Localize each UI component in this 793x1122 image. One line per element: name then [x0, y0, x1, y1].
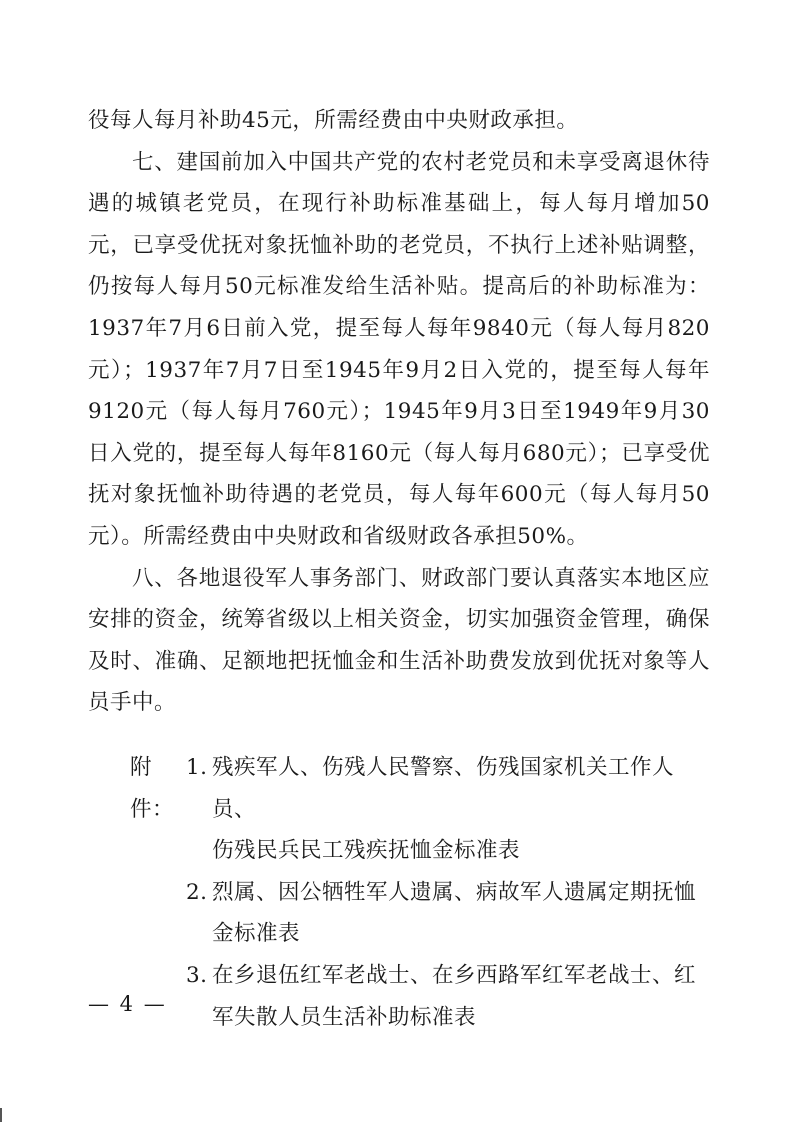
attachment-title: 军失散人员生活补助标准表 [212, 1004, 477, 1030]
attachment-title: 伤残民兵民工残疾抚恤金标准表 [212, 838, 521, 864]
attachment-item-continuation [130, 997, 710, 1039]
attachment-number: 1. [186, 755, 208, 780]
attachment-item [130, 955, 710, 997]
attachment-number: 2. [186, 879, 208, 905]
attachment-item [130, 747, 710, 830]
attachment-item-continuation [130, 830, 710, 872]
body-text [88, 100, 710, 724]
attachment-title: 残疾军人、伤残人民警察、伤残国家机关工作人员、 [212, 755, 675, 822]
page-number: — 4 — [88, 992, 167, 1016]
paragraph-continuation: 役每人每月补助45元，所需经费由中央财政承担。 [88, 108, 579, 133]
attachment-item-continuation [130, 913, 710, 955]
attachment-number: 3. [186, 962, 208, 988]
attachment-title: 在乡退伍红军老战士、在乡西路军红军老战士、红 [212, 962, 697, 988]
attachments-label: 附件： [130, 755, 175, 822]
paragraph-eight: 八、各地退役军人事务部门、财政部门要认真落实本地区应安排的资金，统筹省级以上相关资金，切实加强资金管理，确保及时、准确、足额地把抚恤金和生活补助费发放到优抚对象等人员手中。 [88, 565, 710, 716]
attachment-title: 烈属、因公牺牲军人遗属、病故军人遗属定期抚恤 [212, 879, 697, 905]
paragraph-seven: 七、建国前加入中国共产党的农村老党员和未享受离退休待遇的城镇老党员，在现行补助标准基础上，每人每月增加50元，已享受优抚对象抚恤补助的老党员，不执行上述补贴调整，仍按每人每月50元标准发给生活补贴。提高后的补助标准为：1937年7月6日前入党，提至每人每年9840元（每人每月820元）；1937年7月7日至1945年9月2日入党的，提至每人每年9120元（每人每月760元）；1945年9月3日至1949年9月30日入党的，提至每人每年8160元（每人每月680元）；已享受优抚对象抚恤补助待遇的老党员，每人每年600元（每人每月50元）。所需经费由中央财政和省级财政各承担50%。 [88, 149, 710, 549]
attachment-item [130, 872, 710, 914]
attachment-title: 金标准表 [212, 921, 301, 947]
attachments-list [130, 747, 710, 1038]
scan-edge-mark [0, 1108, 2, 1122]
